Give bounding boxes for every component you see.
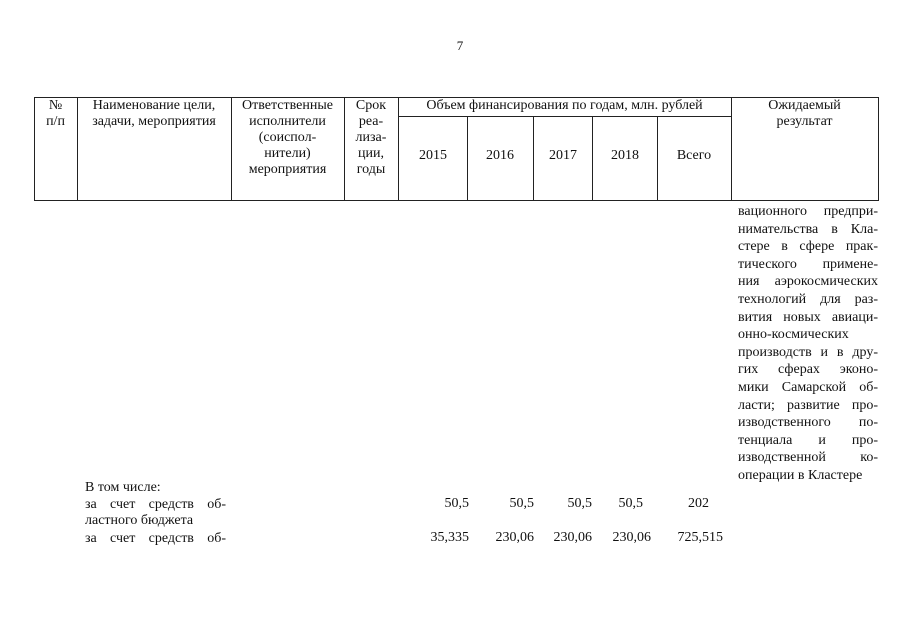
result-line: тического примене- [738, 256, 878, 272]
result-line: стере в сфере прак- [738, 239, 878, 255]
header-total: Всего [676, 148, 712, 163]
result-line: мики Самарской об- [738, 379, 878, 395]
header-funding: Объем финансирования по годам, млн. рублей [426, 98, 703, 113]
result-line: тенциала и про- [738, 432, 878, 448]
result-line: производств и в дру- [738, 344, 878, 360]
row-label-line: ластного бюджета [85, 513, 194, 528]
header-text: Наименование цели, [92, 98, 216, 113]
header-text: реа- [358, 114, 384, 129]
header-executors [231, 98, 344, 178]
header-name [77, 98, 231, 130]
result-line: вационного предпри- [738, 204, 878, 219]
header-text: № [48, 98, 63, 113]
header-year-2018: 2018 [611, 148, 639, 163]
including-label: В том числе: [85, 480, 161, 495]
result-line: изводственного по- [738, 415, 878, 431]
header-year-2017: 2017 [549, 148, 577, 163]
header-text: исполнители [249, 114, 326, 129]
header-text: Ответственные [242, 98, 333, 113]
header-year-2015: 2015 [419, 148, 447, 163]
value-cell: 230,06 [495, 530, 534, 545]
result-line: вития новых авиаци- [738, 309, 878, 325]
header-text: Срок [355, 98, 387, 113]
value-cell: 50,5 [567, 496, 592, 511]
header-text: мероприятия [248, 162, 327, 177]
value-cell: 35,335 [430, 530, 469, 545]
row-label-line: за счет средств об- [85, 497, 226, 512]
header-num [34, 98, 77, 130]
header-text: задачи, мероприятия [92, 114, 216, 129]
value-cell: 230,06 [612, 530, 651, 545]
value-cell: 50,5 [618, 496, 643, 511]
header-text: (соиспол- [258, 130, 317, 145]
result-line: ласти; развитие про- [738, 397, 878, 413]
result-line: онно-космических [738, 327, 849, 343]
header-term [344, 98, 398, 178]
header-text: нители) [264, 146, 311, 161]
result-line: операции в Кластере [738, 467, 863, 483]
row-label-line: за счет средств об- [85, 531, 226, 546]
result-line: гих сферах эконо- [738, 362, 878, 378]
header-text: ции, [358, 146, 384, 161]
value-cell: 725,515 [677, 530, 723, 545]
header-text: Ожидаемый [768, 98, 841, 113]
page-number: 7 [456, 38, 464, 53]
result-line: ния аэрокосмических [738, 274, 878, 290]
header-year-2016: 2016 [486, 148, 514, 163]
header-text: п/п [46, 114, 65, 129]
next-source-label [85, 531, 226, 547]
header-result [731, 98, 878, 130]
result-line: нимательства в Кла- [738, 221, 878, 237]
result-line: изводственной ко- [738, 450, 878, 466]
header-text: лиза- [355, 130, 387, 145]
value-cell: 50,5 [509, 496, 534, 511]
value-cell: 230,06 [553, 530, 592, 545]
header-text: годы [356, 162, 386, 177]
value-cell: 202 [688, 496, 709, 511]
value-cell: 50,5 [444, 496, 469, 511]
expected-result-text [738, 203, 878, 485]
header-text: результат [776, 114, 833, 129]
regional-budget-label [85, 497, 226, 529]
result-line: технологий для раз- [738, 291, 878, 307]
